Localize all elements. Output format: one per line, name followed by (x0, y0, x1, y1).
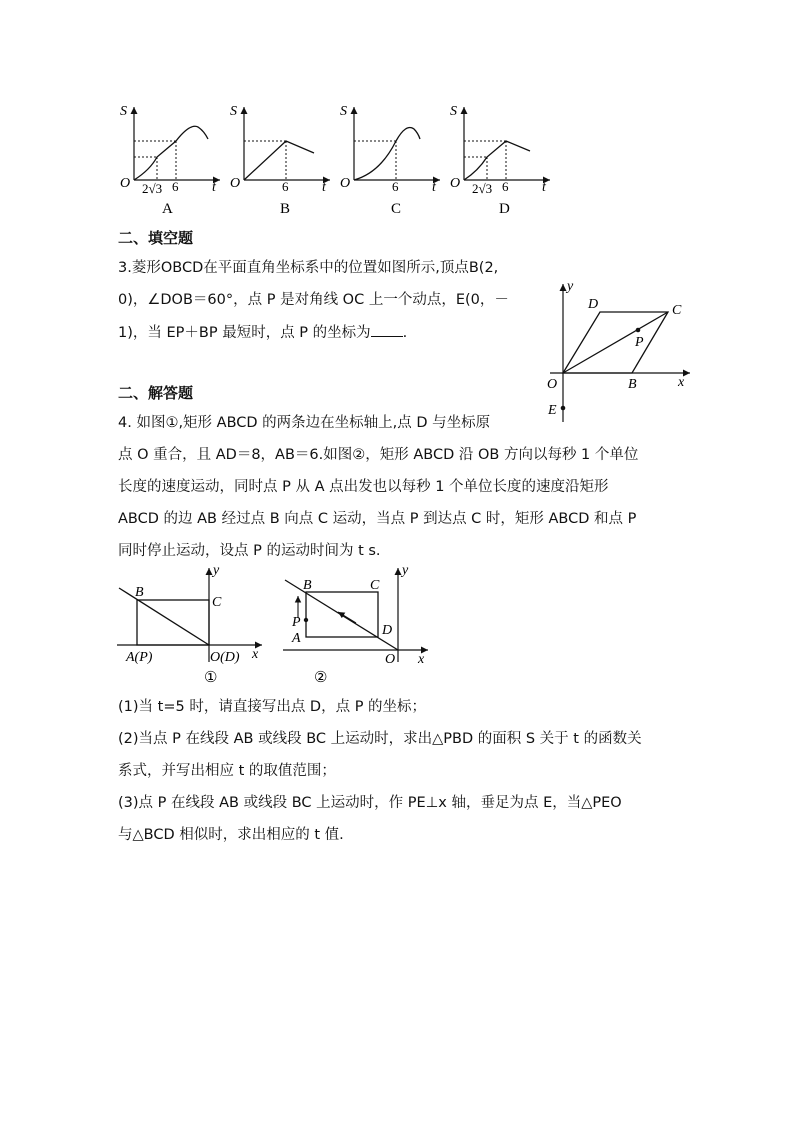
section-answer-title: 二、解答题 (118, 384, 194, 402)
tick-2sqrt3: 2√3 (472, 181, 493, 196)
label-c: C (370, 578, 380, 593)
y-label: y (213, 563, 220, 578)
option-a-label: A (162, 201, 173, 217)
axis-t-label: t (212, 180, 216, 195)
label-a: A (292, 631, 301, 646)
rectangle-figure-1 (112, 562, 272, 690)
diagonal-bd (119, 588, 209, 645)
q3-line-3-end: . (402, 325, 408, 341)
axis-t-label: t (542, 180, 546, 195)
axis-s-label: S (120, 104, 127, 119)
q3-line-3-text: 1)，当 EP＋BP 最短时，点 P 的坐标为 (118, 325, 371, 341)
label-b: B (628, 377, 637, 392)
label-p: P (635, 335, 644, 350)
q4-part-2: (2)当点 P 在线段 AB 或线段 BC 上运动时，求出△PBD 的面积 S 关于 t 的函数关 (118, 731, 642, 747)
label-a-p: A(P) (126, 650, 153, 665)
label-e: E (548, 403, 557, 418)
q4-part-3-cont: 与△BCD 相似时，求出相应的 t 值. (118, 827, 344, 843)
origin-label: O (340, 176, 351, 191)
axis-t-label: t (432, 180, 436, 195)
curve-d (464, 141, 530, 180)
label-o: O (547, 377, 558, 392)
axis-s-label: S (230, 104, 237, 119)
option-c-label: C (391, 201, 402, 217)
point-e (561, 406, 566, 411)
q4-line-4: ABCD 的边 AB 经过点 B 向点 C 运动，当点 P 到达点 C 时，矩形 ABCD 和点 P (118, 511, 637, 527)
origin-label: O (120, 176, 131, 191)
diagonal-oc (563, 312, 668, 373)
origin-label: O (450, 176, 461, 191)
q3-line-3 (118, 322, 407, 343)
point-p (636, 328, 641, 333)
label-o-d: O(D) (210, 650, 240, 665)
label-p: P (292, 615, 301, 630)
label-d: D (382, 623, 393, 638)
x-label: x (418, 652, 425, 667)
q4-part-2-cont: 系式，并写出相应 t 的取值范围； (118, 763, 336, 779)
q4-line-3: 长度的速度运动，同时点 P 从 A 点出发也以每秒 1 个单位长度的速度沿矩形 (118, 479, 609, 495)
label-c: C (672, 303, 682, 318)
rhombus-figure (540, 278, 700, 428)
label-c: C (212, 595, 222, 610)
label-b: B (135, 585, 144, 600)
origin-label: O (230, 176, 241, 191)
x-label: x (678, 375, 685, 390)
figure-1-caption: ① (204, 670, 218, 686)
axis-t-label: t (322, 180, 326, 195)
option-b-label: B (280, 201, 291, 217)
graph-option-b[interactable] (230, 104, 330, 217)
curve-c (354, 128, 420, 181)
axis-s-label: S (340, 104, 347, 119)
q4-line-2: 点 O 重合，且 AD＝8，AB＝6.如图②，矩形 ABCD 沿 OB 方向以每秒 1 个单位 (118, 447, 639, 463)
point-p (304, 618, 308, 622)
x-label: x (252, 647, 259, 662)
curve-b (244, 141, 314, 180)
section-fill-title: 二、填空题 (118, 229, 194, 247)
graph-option-d[interactable] (450, 104, 550, 217)
y-label: y (402, 563, 409, 578)
q3-line-1: 3.菱形OBCD在平面直角坐标系中的位置如图所示,顶点B(2, (118, 260, 499, 276)
tick-2sqrt3: 2√3 (142, 181, 163, 196)
rectangle-figure-2 (278, 562, 438, 690)
label-d: D (588, 297, 599, 312)
q3-line-2: 0)，∠DOB＝60°，点 P 是对角线 OC 上一个动点，E(0，－ (118, 292, 509, 308)
graph-option-c[interactable] (340, 104, 440, 217)
answer-graphs (110, 95, 560, 220)
option-d-label: D (499, 201, 510, 217)
tick-6: 6 (172, 179, 179, 194)
q4-part-3: (3)点 P 在线段 AB 或线段 BC 上运动时，作 PE⊥x 轴，垂足为点 E，当△PEO (118, 795, 622, 811)
label-o: O (385, 652, 396, 667)
y-label: y (567, 279, 574, 294)
figure-2-caption: ② (314, 670, 328, 686)
motion-arrow (338, 612, 356, 623)
diagonal-ob (285, 580, 398, 650)
graph-option-a[interactable] (120, 104, 220, 217)
label-b: B (303, 578, 312, 593)
answer-blank[interactable] (371, 322, 403, 337)
tick-6: 6 (392, 179, 399, 194)
tick-6: 6 (502, 179, 509, 194)
q4-line-1: 4. 如图①,矩形 ABCD 的两条边在坐标轴上,点 D 与坐标原 (118, 415, 491, 431)
axis-s-label: S (450, 104, 457, 119)
curve-a (134, 126, 208, 180)
q4-part-1: (1)当 t=5 时，请直接写出点 D，点 P 的坐标； (118, 699, 427, 715)
tick-6: 6 (282, 179, 289, 194)
q4-line-5: 同时停止运动，设点 P 的运动时间为 t s. (118, 543, 381, 559)
